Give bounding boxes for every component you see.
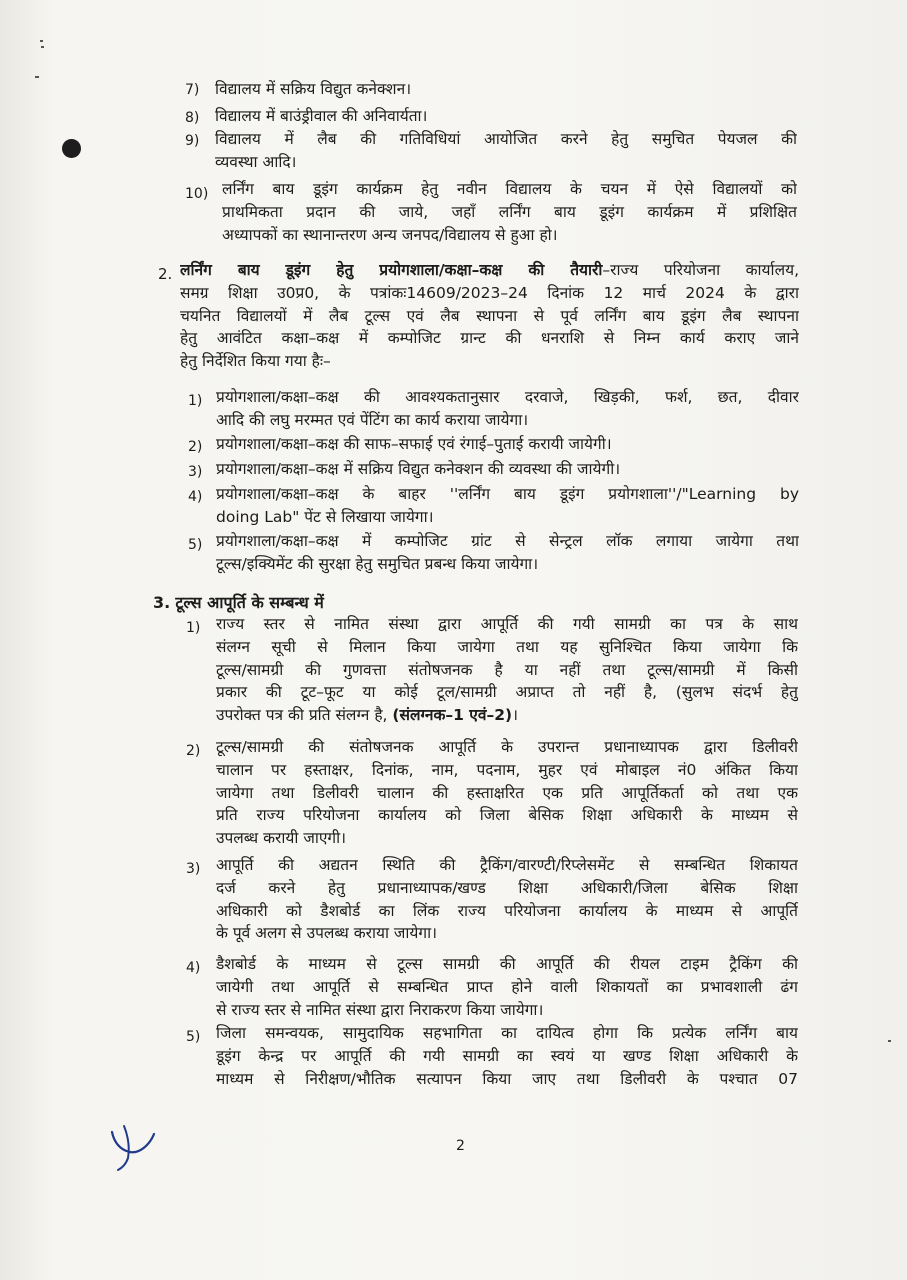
list-item: प्रयोगशाला/कक्षा–कक्ष में सक्रिय विद्युत कनेक्शन की व्यवस्था की जायेगी। (216, 460, 621, 478)
list-item: विद्यालय में लैब की गतिविधियां आयोजित करने हेतु समुचित पेयजल की व्यवस्था आदि। (215, 130, 797, 171)
list-item-number: 3) (188, 464, 203, 480)
scan-speck (888, 1040, 891, 1042)
list-item: प्रयोगशाला/कक्षा–कक्ष के बाहर ''लर्निंग बाय डूइंग प्रयोगशाला''/"Learning by doing Lab" पेंट से लिखाया जायेगा। (216, 485, 799, 526)
list-item-number: 10) (185, 186, 209, 202)
list-item-number: 3) (186, 861, 201, 877)
list-item: टूल्स/सामग्री की संतोषजनक आपूर्ति के उपरान्त प्रधानाध्यापक द्वारा डिलीवरी चालान पर हस्ताक्षर, दिनांक, नाम, पदनाम, मुहर एवं मोबाइल नं0 अंकित किया जायेगा तथा डिलीवरी चालान की हस्ताक्षरित एक प्रति आपूर्तिकर्ता को तथा एक प्रति राज्य परियोजना कार्यालय को जिला बेसिक शिक्षा अधिकारी के माध्यम से उपलब्ध करायी जाएगी। (216, 738, 798, 848)
list-item: डैशबोर्ड के माध्यम से टूल्स सामग्री की आपूर्ति की रीयल टाइम ट्रैकिंग की जायेगी तथा आपूर्ति से सम्बन्धित प्राप्त होने वाली शिकायतों का प्रभावशाली ढंग से राज्य स्तर से नामित संस्था द्वारा निराकरण किया जायेगा। (216, 955, 798, 1019)
list-item-number: 7) (185, 82, 200, 98)
list-item: प्रयोगशाला/कक्षा–कक्ष में कम्पोजिट ग्रांट से सेन्ट्रल लॉक लगाया जायेगा तथा टूल्स/इक्यिमेंट की सुरक्षा हेतु समुचित प्रबन्ध किया जायेगा। (216, 532, 799, 573)
scan-speck (35, 76, 39, 78)
annexure-reference: (संलग्नक–1 एवं–2) (392, 706, 513, 725)
list-item-number: 1) (188, 393, 203, 409)
list-item: प्रयोगशाला/कक्षा–कक्ष की साफ–सफाई एवं रंगाई–पुताई करायी जायेगी। (216, 435, 612, 453)
list-item-number: 2) (186, 743, 201, 759)
punch-hole-mark (62, 139, 81, 158)
list-item-number: 4) (188, 489, 203, 505)
list-item: विद्यालय में बाउंड्रीवाल की अनिवार्यता। (215, 107, 428, 125)
scan-speck (40, 40, 43, 42)
list-item-number: 8) (185, 110, 200, 126)
list-item-number: 5) (186, 1029, 201, 1045)
list-item: विद्यालय में सक्रिय विद्युत कनेक्शन। (215, 80, 412, 98)
list-item: लर्निंग बाय डूइंग कार्यक्रम हेतु नवीन विद्यालय के चयन में ऐसे विद्यालयों को प्राथमिकता प्रदान की जाये, जहाँ लर्निंग बाय डूइंग कार्यक्रम में प्रशिक्षित अध्यापकों का स्थानान्तरण अन्य जनपद/विद्यालय से हुआ हो। (222, 180, 797, 244)
section-2-paragraph: लर्निंग बाय डूइंग हेतु प्रयोगशाला/कक्षा–कक्ष की तैयारी–राज्य परियोजना कार्यालय, समग्र शिक्षा उ0प्र0, के पत्रांकः14609/2023–24 दिनांक 12 मार्च 2024 के द्वारा चयनित विद्यालयों में लैब टूल्स एवं लैब स्थापना से पूर्व लर्निंग बाय डूइंग लैब स्थापना हेतु आवंटित कक्षा–कक्ष में कम्पोजिट ग्रान्ट की धनराशि से निम्न कार्य कराए जाने हेतु निर्देशित किया गया हैः– (180, 261, 799, 371)
list-item: प्रयोगशाला/कक्षा–कक्ष की आवश्यकतानुसार दरवाजे, खिड़की, फर्श, छत, दीवार आदि की लघु मरम्मत एवं पेंटिंग का कार्य कराया जायेगा। (216, 388, 799, 429)
list-item: राज्य स्तर से नामित संस्था द्वारा आपूर्ति की गयी सामग्री का पत्र के साथ संलग्न सूची से मिलान किया जायेगा तथा यह सुनिश्चित किया जायेगा कि टूल्स/सामग्री की गुणवत्ता संतोषजनक है या नहीं तथा टूल्स/सामग्री में किसी प्रकार की टूट–फूट या कोई टूल/सामग्री अप्राप्त तो नहीं है, (सुलभ संदर्भ हेतु उपरोक्त पत्र की प्रति संलग्न है, (संलग्नक–1 एवं–2)। (216, 615, 798, 725)
section-3-heading-row (153, 592, 553, 615)
list-item: जिला समन्वयक, सामुदायिक सहभागिता का दायित्व होगा कि प्रत्येक लर्निंग बाय डूइंग केन्द्र पर आपूर्ति की गयी सामग्री का स्वयं या खण्ड शिक्षा अधिकारी के माध्यम से निरीक्षण/भौतिक सत्यापन किया जाए तथा डिलीवरी के पश्चात 07 (216, 1024, 798, 1088)
section-number: 2. (158, 265, 173, 283)
list-item-number: 4) (186, 960, 201, 976)
handwritten-initial-mark (104, 1118, 164, 1178)
list-item-number: 5) (188, 537, 203, 553)
page-number: 2 (456, 1138, 465, 1154)
section-3-heading: टूल्स आपूर्ति के सम्बन्ध में (175, 593, 324, 612)
list-item-number: 9) (185, 133, 200, 149)
section-number: 3. (153, 593, 171, 612)
list-item: आपूर्ति की अद्यतन स्थिति की ट्रैकिंग/वारण्टी/रिप्लेसमेंट से सम्बन्धित शिकायत दर्ज करने हेतु प्रधानाध्यापक/खण्ड शिक्षा अधिकारी/जिला बेसिक शिक्षा अधिकारी को डैशबोर्ड का लिंक राज्य परियोजना कार्यालय के माध्यम से आपूर्ति के पूर्व अलग से उपलब्ध कराया जायेगा। (216, 856, 798, 943)
section-2-heading: लर्निंग बाय डूइंग हेतु प्रयोगशाला/कक्षा–कक्ष की तैयारी (180, 261, 603, 279)
list-item-number: 1) (186, 620, 201, 636)
scan-speck (41, 46, 44, 48)
list-item-number: 2) (188, 439, 203, 455)
